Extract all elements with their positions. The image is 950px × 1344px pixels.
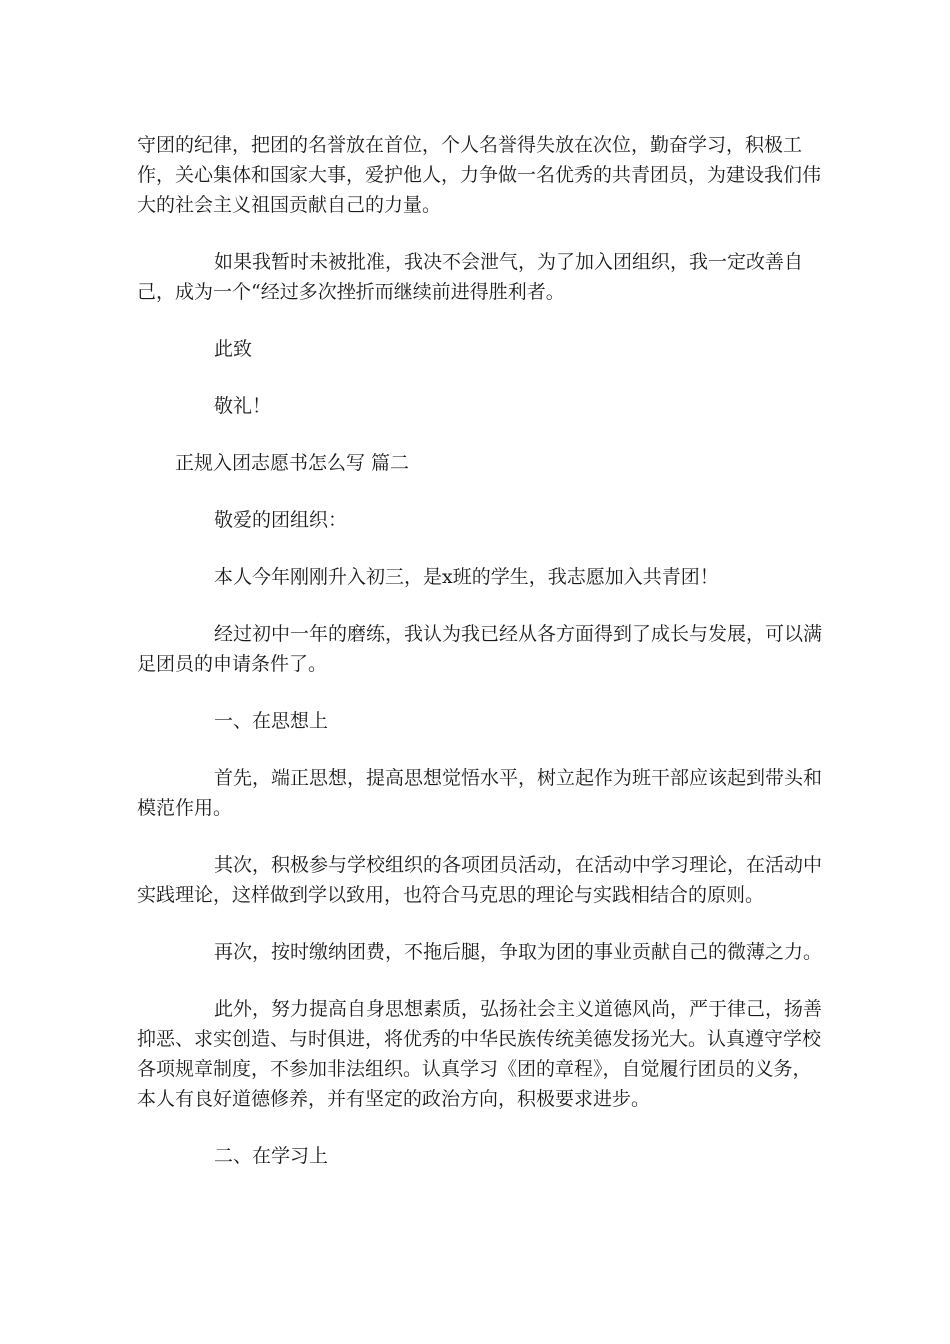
- subheading-thought: 一、在思想上: [214, 710, 329, 732]
- paragraph-third: 再次，按时缴纳团费，不拖后腿，争取为团的事业贡献自己的微薄之力。: [214, 941, 823, 963]
- paragraph-intro: 本人今年刚刚升入初三，是x班的学生，我志愿加入共青团！: [214, 566, 719, 588]
- subheading-study: 二、在学习上: [214, 1145, 329, 1167]
- section-heading-part-two: 正规入团志愿书怎么写 篇二: [175, 452, 410, 474]
- document-page: [137, 130, 822, 1198]
- paragraph-not-approved: 如果我暂时未被批准，我决不会泄气，为了加入团组织，我一定改善自己，成为一个“经过多次挫折而继续前进得胜利者。: [137, 251, 804, 303]
- paragraph-first: 首先，端正思想，提高思想觉悟水平，树立起作为班干部应该起到带头和模范作用。: [137, 767, 823, 819]
- paragraph-oath-continuation: 守团的纪律，把团的名誉放在首位，个人名誉得失放在次位，勤奋学习，积极工作，关心集体和国家大事，爱护他人，力争做一名优秀的共青团员，为建设我们伟大的社会主义祖国贡献自己的力量。: [137, 134, 822, 216]
- closing-salutation: 此致: [214, 338, 253, 360]
- closing-regards: 敬礼！: [214, 395, 272, 417]
- paragraph-moreover: 此外，努力提高自身思想素质，弘扬社会主义道德风尚，严于律己，扬善抑恶、求实创造、与时俱进，将优秀的中华民族传统美德发扬光大。认真遵守学校各项规章制度，不参加非法组织。认真学习《团的章程》，自觉履行团员的义务，本人有良好道德修养，并有坚定的政治方向，积极要求进步。: [137, 998, 823, 1110]
- paragraph-growth: 经过初中一年的磨练，我认为我已经从各方面得到了成长与发展，可以满足团员的申请条件了。: [137, 623, 823, 675]
- greeting: 敬爱的团组织：: [214, 509, 348, 531]
- paragraph-second: 其次，积极参与学校组织的各项团员活动，在活动中学习理论，在活动中实践理论，这样做到学以致用，也符合马克思的理论与实践相结合的原则。: [137, 854, 823, 906]
